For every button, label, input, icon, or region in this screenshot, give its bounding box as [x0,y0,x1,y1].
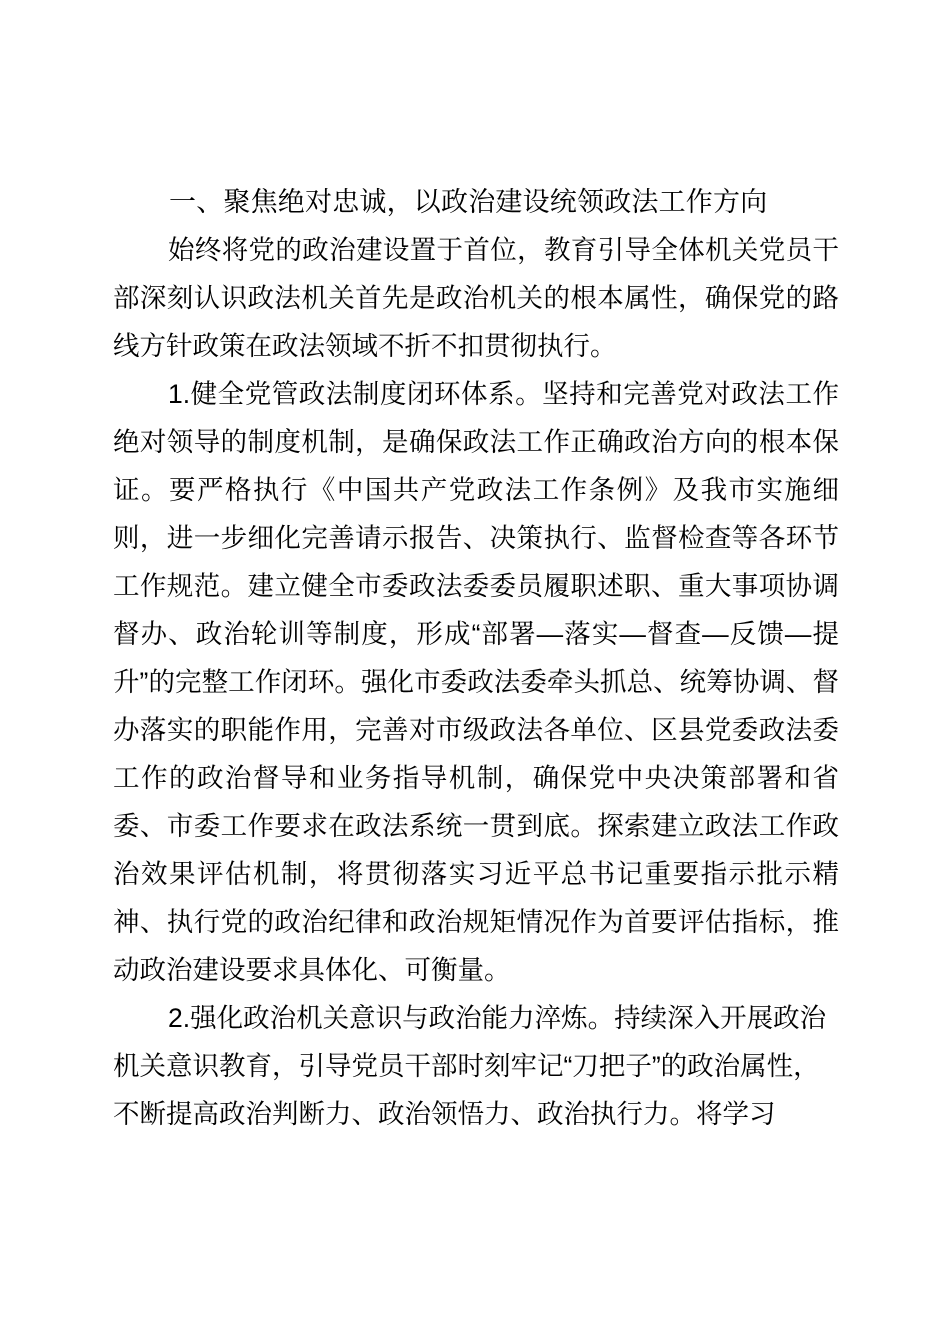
section-heading: 一、聚焦绝对忠诚，以政治建设统领政法工作方向 [169,187,768,217]
paragraph-item-1: 1.健全党管政法制度闭环体系。坚持和完善党对政法工作绝对领导的制度机制，是确保政法工作正确政治方向的根本保证。要严格执行《中国共产党政法工作条例》及我市实施细则，进一步细化完善请示报告、决策执行、监督检查等各环节工作规范。建立健全市委政法委委员履职述职、重大事项协调督办、政治轮训等制度，形成“部署—落实—督查—反馈—提升”的完整工作闭环。强化市委政法委牵头抓总、统筹协调、督办落实的职能作用，完善对市级政法各单位、区县党委政法委工作的政治督导和业务指导机制，确保党中央决策部署和省委、市委工作要求在政法系统一贯到底。探索建立政法工作政治效果评估机制，将贯彻落实习近平总书记重要指示批示精神、执行党的政治纪律和政治规矩情况作为首要评估指标，推动政治建设要求具体化、可衡量。 [113,379,839,985]
document-text-block [113,178,839,1138]
paragraph-item-2: 2.强化政治机关意识与政治能力淬炼。持续深入开展政治机关意识教育，引导党员干部时刻牢记“刀把子”的政治属性，不断提高政治判断力、政治领悟力、政治执行力。将学习 [113,1003,827,1129]
paragraph-intro: 始终将党的政治建设置于首位，教育引导全体机关党员干部深刻认识政法机关首先是政治机关的根本属性，确保党的路线方针政策在政法领域不折不扣贯彻执行。 [113,235,839,361]
